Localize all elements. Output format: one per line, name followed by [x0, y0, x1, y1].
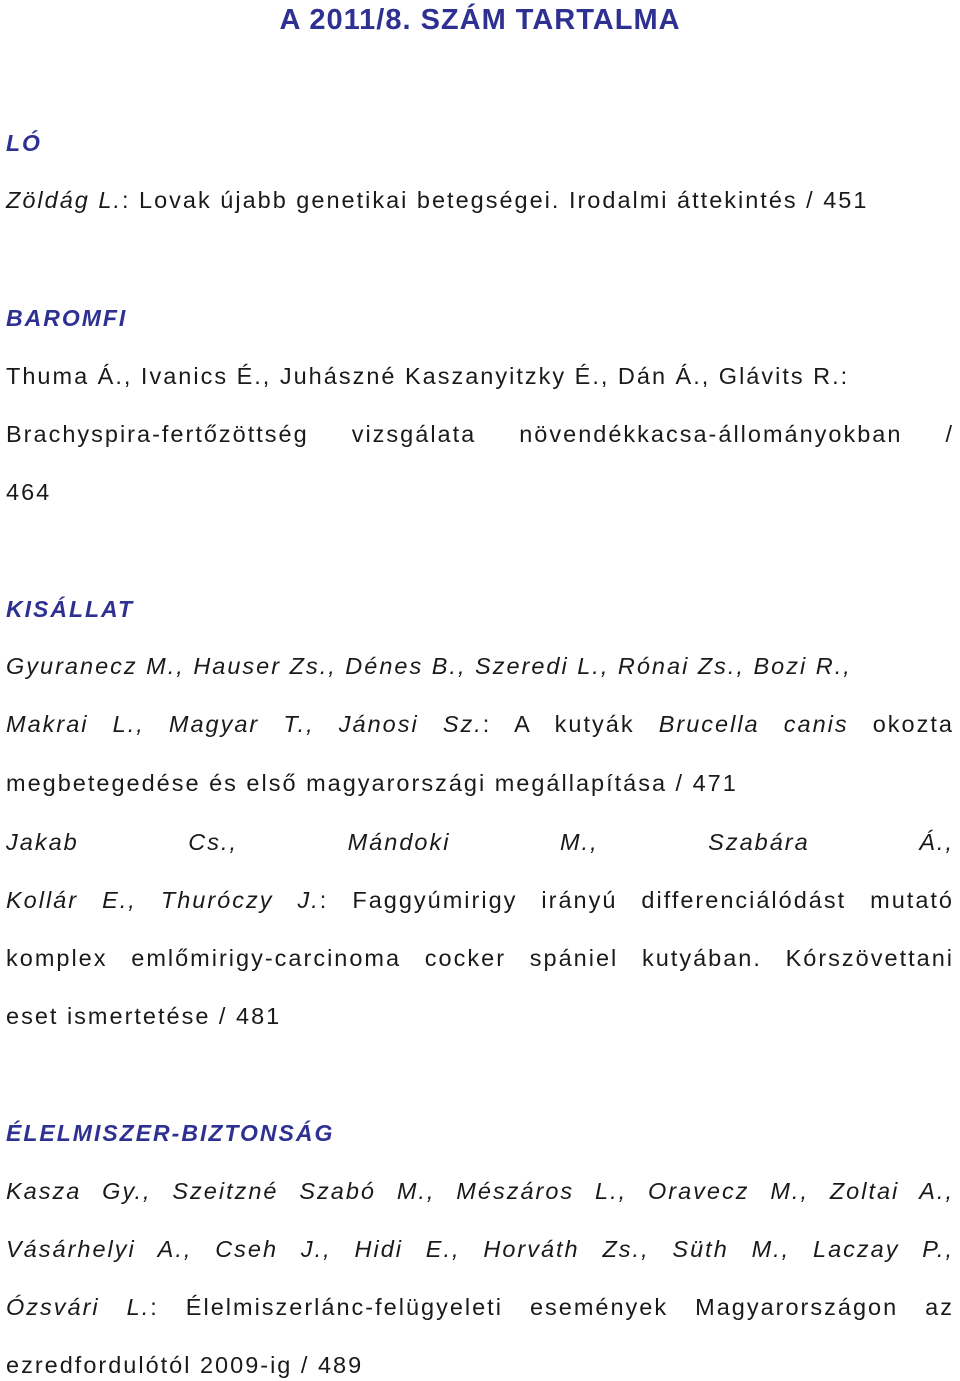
toc-entry-line: [6, 1294, 954, 1321]
page-title: A 2011/8. SZÁM TARTALMA: [279, 4, 681, 36]
entry-authors: Thuma Á., Ivanics É., Juhászné Kaszanyitzky É., Dán Á., Glávits R.: [6, 363, 841, 389]
entry-authors: Gyuranecz M., Hauser Zs., Dénes B., Szeredi L., Rónai Zs., Bozi R.,: [6, 653, 852, 679]
toc-entry-line: [6, 711, 954, 738]
entry-title: : Élelmiszerlánc-felügyeleti események Magyarországon az: [150, 1294, 954, 1320]
toc-entry-line: komplex emlőmirigy-carcinoma cocker spániel kutyában. Kórszövettani: [6, 945, 954, 971]
entry-title: : A kutyák: [482, 711, 659, 737]
section-heading-baromfi: BAROMFI: [6, 305, 128, 331]
entry-authors: Kasza Gy., Szeitzné Szabó M., Mészáros L., Oravecz M., Zoltai A.,: [6, 1178, 954, 1204]
section-heading-lo: LÓ: [6, 130, 42, 156]
toc-entry-line: [6, 187, 868, 214]
toc-entry-line: [6, 653, 852, 680]
entry-title-species: Brucella canis: [658, 711, 849, 737]
toc-entry-line: [6, 1178, 954, 1205]
toc-entry-line: 464: [6, 479, 52, 505]
toc-entry-line: [6, 887, 954, 914]
entry-title: okozta: [848, 711, 954, 737]
toc-entry-line: eset ismertetése / 481: [6, 1003, 282, 1029]
entry-title: : Lovak újabb genetikai betegségei. Irodalmi áttekintés / 451: [121, 187, 869, 213]
toc-entry-line: Brachyspira-fertőzöttség vizsgálata növendékkacsa-állományokban /: [6, 421, 954, 447]
entry-authors: Ózsvári L.: [6, 1294, 151, 1320]
toc-entry-line: [6, 363, 849, 390]
toc-entry-line: megbetegedése és első magyarországi megállapítása / 471: [6, 770, 738, 796]
toc-entry-line: ezredfordulótól 2009-ig / 489: [6, 1352, 364, 1378]
entry-title: : Faggyúmirigy irányú differenciálódást mutató: [319, 887, 954, 913]
entry-authors: Makrai L., Magyar T., Jánosi Sz.: [6, 711, 483, 737]
entry-authors: Jakab Cs., Mándoki M., Szabára Á.,: [6, 829, 954, 855]
toc-entry-line: [6, 829, 954, 856]
entry-authors: Kollár E., Thuróczy J.: [6, 887, 320, 913]
toc-entry-line: [6, 1236, 954, 1263]
entry-authors: Zöldág L.: [6, 187, 122, 213]
entry-authors: Vásárhelyi A., Cseh J., Hidi E., Horváth Zs., Süth M., Laczay P.,: [6, 1236, 954, 1262]
section-heading-kisallat: KISÁLLAT: [6, 596, 135, 622]
entry-colon: :: [840, 363, 850, 389]
section-heading-elelmiszer-biztonsag: ÉLELMISZER-BIZTONSÁG: [6, 1120, 335, 1146]
